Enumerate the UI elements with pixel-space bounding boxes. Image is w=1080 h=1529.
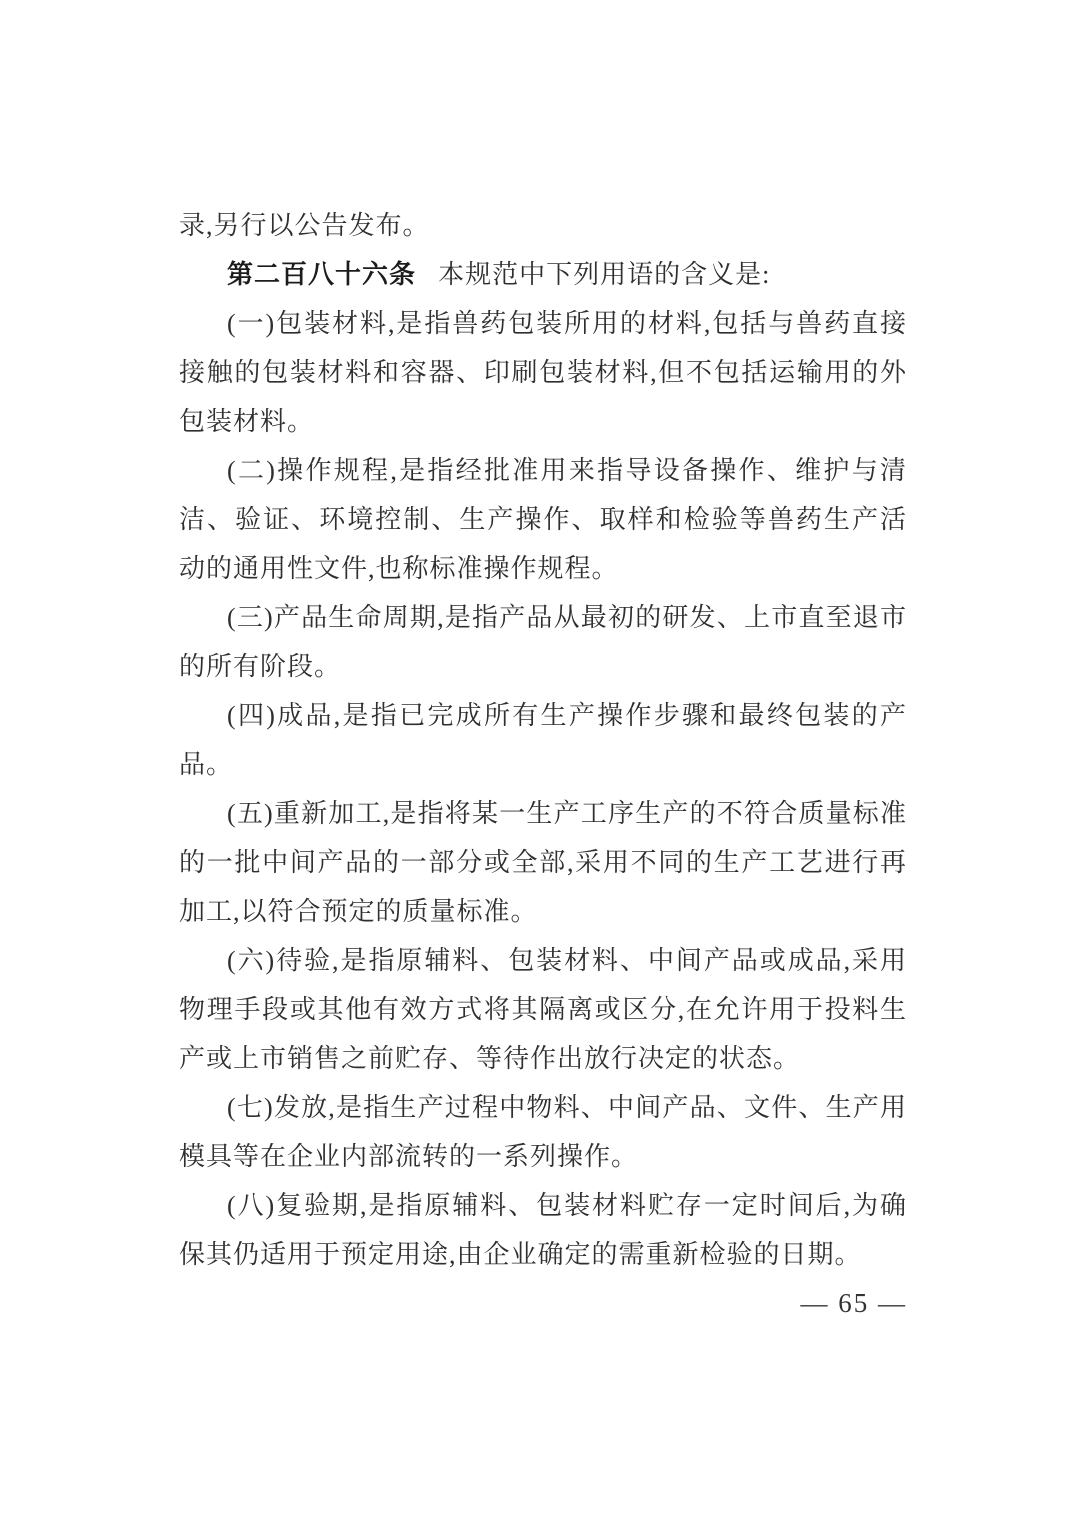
definition-item-3: (三)产品生命周期,是指产品从最初的研发、上市直至退市的所有阶段。 (179, 603, 907, 681)
definition-item-4: (四)成品,是指已完成所有生产操作步骤和最终包装的产品。 (179, 701, 907, 779)
definition-item-5: (五)重新加工,是指将某一生产工序生产的不符合质量标准的一批中间产品的一部分或全部,采用不同的生产工艺进行再加工,以符合预定的质量标准。 (179, 799, 907, 926)
article-heading (179, 250, 907, 299)
definition-item-2: (二)操作规程,是指经批准用来指导设备操作、维护与清洁、验证、环境控制、生产操作、取样和检验等兽药生产活动的通用性文件,也称标准操作规程。 (179, 456, 907, 583)
definition-item-7: (七)发放,是指生产过程中物料、中间产品、文件、生产用模具等在企业内部流转的一系列操作。 (179, 1093, 907, 1171)
document-body (179, 201, 907, 1328)
continuation-paragraph: 录,另行以公告发布。 (179, 211, 430, 240)
definition-item-8: (八)复验期,是指原辅料、包装材料贮存一定时间后,为确保其仍适用于预定用途,由企业确定的需重新检验的日期。 (179, 1191, 907, 1269)
definition-item-1: (一)包装材料,是指兽药包装所用的材料,包括与兽药直接接触的包装材料和容器、印刷包装材料,但不包括运输用的外包装材料。 (179, 309, 907, 436)
article-number: 第二百八十六条 (227, 259, 417, 289)
article-intro-text: 本规范中下列用语的含义是: (438, 260, 771, 289)
page-number: — 65 — (800, 1288, 907, 1318)
definition-item-6: (六)待验,是指原辅料、包装材料、中间产品或成品,采用物理手段或其他有效方式将其隔离或区分,在允许用于投料生产或上市销售之前贮存、等待作出放行决定的状态。 (179, 946, 907, 1073)
